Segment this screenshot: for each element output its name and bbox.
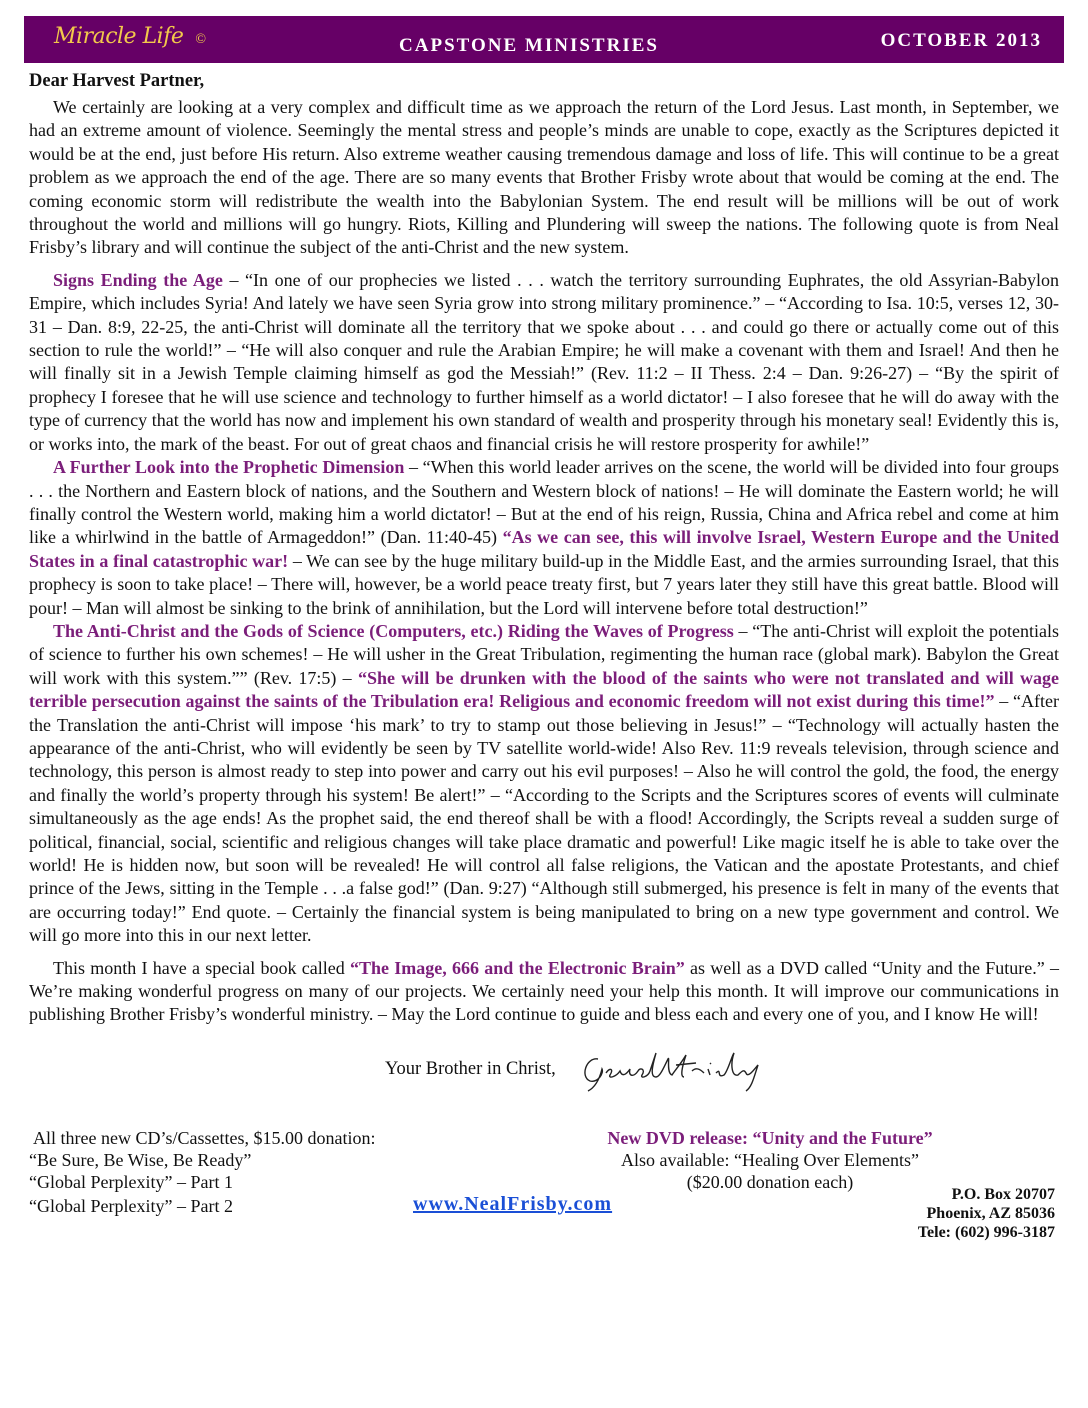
issue-date: OCTOBER 2013	[880, 30, 1042, 51]
website-link[interactable]: www.NealFrisby.com	[413, 1192, 613, 1215]
organization-name: CAPSTONE MINISTRIES	[399, 35, 659, 56]
dvd-release: New DVD release: “Unity and the Future”	[607, 1127, 933, 1148]
po-box: P.O. Box 20707	[951, 1185, 1055, 1203]
highlighted-text: The Anti-Christ and the Gods of Science (Computers, etc.) Riding the Waves of Progress	[53, 620, 734, 641]
highlighted-text: “She will be drunken with the blood of the saints who were not translated and will wage terrible persecution against the saints of the Tribulation era! Religious and economic freedom will not exist during this time!”	[29, 667, 1059, 712]
cd-title: “Global Perplexity” – Part 2	[29, 1195, 233, 1216]
city-state: Phoenix, AZ 85036	[926, 1204, 1055, 1222]
paragraph-text: – “The anti-Christ will exploit the potentials of science to further his own schemes! – He will usher in the Great Tribulation, regimenting the human race (global mark). Babylon the Great will work with this system.”” (Rev. 17:5) –	[29, 620, 1059, 688]
highlighted-text: A Further Look into the Prophetic Dimension	[53, 457, 405, 478]
paragraph-text: – We can see by the huge military build-up in the Middle East, and the armies surrounding Israel, that this prophecy is soon to take place! – There will, however, be a world peace treaty first, but 7 years later they still have this great battle. Blood will pour! – Man will almost be sinking to the brink of annihilation, but the Lord will intervene before total destruction!”	[29, 550, 1060, 618]
paragraph-text: – “When this world leader arrives on the scene, the world will be divided into four groups . . . the Northern and Eastern block of nations, and the Southern and Western block of nations! – He will dominate the Eastern world; he will finally control the Western world, making him a world dictator! – But at the end of his reign, Russia, China and Africa rebel and come at him like a whirlwind in the battle of Armageddon!” (Dan. 11:40-45)	[29, 457, 1059, 548]
letter-paragraph	[29, 456, 1059, 620]
copyright-symbol: ©	[195, 32, 207, 47]
signature-block	[29, 1045, 1059, 1095]
letter-body	[29, 96, 1059, 1027]
cd-offer-heading: All three new CD’s/Cassettes, $15.00 donation:	[33, 1127, 376, 1148]
letter-paragraph	[29, 96, 1059, 260]
paragraph-text: – “In one of our prophecies we listed . . . watch the territory surrounding Euphrates, the old Assyrian-Babylon Empire, which includes Syria! And lately we have seen Syria grow into strong military prominence.” – “According to Isa. 10:5, verses 12, 30-31 – Dan. 8:9, 22-25, the anti-Christ will dominate all the territory that we spoke about . . . and could go there or actually come out of this section to rule the world!” – “He will also conquer and rule the Arabian Empire; he will make a covenant with them and Israel! And then he will finally sit in a Jewish Temple claiming himself as god the Messiah!” (Rev. 11:2 – II Thess. 2:4 – Dan. 9:26-27) – “By the spirit of prophecy I foresee that he will use science and technology to further himself as a world dictator! – I also foresee that he will do away with the type of currency that the world has now and implement his own standard of wealth and prosperity through his monetary seal! Evidently this is, or works into, the mark of the beast. For out of great chaos and financial crisis he will restore prosperity for awhile!”	[29, 269, 1060, 454]
highlighted-text: “As we can see, this will involve Israel, Western Europe and the United States in a final catastrophic war!	[29, 527, 1059, 571]
greeting: Dear Harvest Partner,	[29, 71, 205, 91]
highlighted-text: “The Image, 666 and the Electronic Brain”	[350, 957, 685, 978]
closing: Your Brother in Christ,	[385, 1059, 556, 1080]
miracle-life-logo: Miracle Life	[54, 24, 184, 49]
paragraph-text: – “After the Translation the anti-Christ will impose ‘his mark’ to try to stamp out those believing in Jesus!” – “Technology will actually hasten the appearance of the anti-Christ, who will evidently be seen by TV satellite world-wide! Also Rev. 11:9 reveals television, through science and technology, this person is almost ready to step into power and carry out his evil purposes! – Also he will control the gold, the food, the energy and finally the world’s property through his system! Be alert!” – “According to the Scripts and the Scriptures scores of events will culminate simultaneously as the age ends! As the prophet said, the end thereof shall be with a flood! Accordingly, the Scripts reveal a sudden surge of political, financial, social, scientific and religious changes will take place dramatic and powerful! Like magic itself he is able to take over the world! He is hidden now, but soon will be revealed! He will control all false religions, the Vatican and the apostate Protestants, and chief prince of the Jews, sitting in the Temple . . .a false god!” (Dan. 9:27) “Although still submerged, his presence is felt in many of the events that are occurring today!” End quote. – Certainly the financial system is being manipulated to bring on a new type government and control. We will go more into this in our next letter.	[29, 691, 1059, 946]
price-note: ($20.00 donation each)	[686, 1171, 854, 1192]
telephone: Tele: (602) 996-3187	[917, 1223, 1055, 1241]
paragraph-text: We certainly are looking at a very complex and difficult time as we approach the return of the Lord Jesus. Last month, in September, we had an extreme amount of violence. Seemingly the mental stress and people’s minds are unable to cope, exactly as the Scriptures depicted it would be at the end, just before His return. Also extreme weather causing tremendous damage and loss of life. This will continue to be a great problem as we approach the end of the age. There are so many events that Brother Frisby wrote about that would be coming at the end. The coming economic storm will redistribute the wealth into the Babylonian System. The end result will be millions will be out of work throughout the world and millions will go hungry. Riots, Killing and Plundering will sweep the nations. The following quote is from Neal Frisby’s library and will continue the subject of the anti-Christ and the new system.	[29, 97, 1059, 258]
letter-paragraph	[29, 269, 1059, 456]
highlighted-text: Signs Ending the Age	[53, 269, 223, 290]
brand	[54, 24, 206, 49]
letter	[29, 70, 1059, 1257]
cd-title: “Global Perplexity” – Part 1	[29, 1171, 233, 1192]
cd-title: “Be Sure, Be Wise, Be Ready”	[29, 1149, 252, 1170]
letter-paragraph	[29, 957, 1059, 1027]
paragraph-text: as well as a DVD called “Unity and the Future.” – We’re making wonderful progress on many of our projects. We certainly need your help this month. It will improve our communications in publishing Brother Frisby’s wonderful ministry. – May the Lord continue to guide and bless each and every one of you, and I know He will!	[29, 957, 1059, 1025]
paragraph-text: This month I have a special book called	[53, 957, 350, 978]
newsletter-header	[24, 16, 1064, 63]
signature-image	[576, 1047, 766, 1093]
footer	[29, 1127, 1059, 1257]
also-available: Also available: “Healing Over Elements”	[621, 1149, 919, 1170]
letter-paragraph	[29, 620, 1059, 948]
